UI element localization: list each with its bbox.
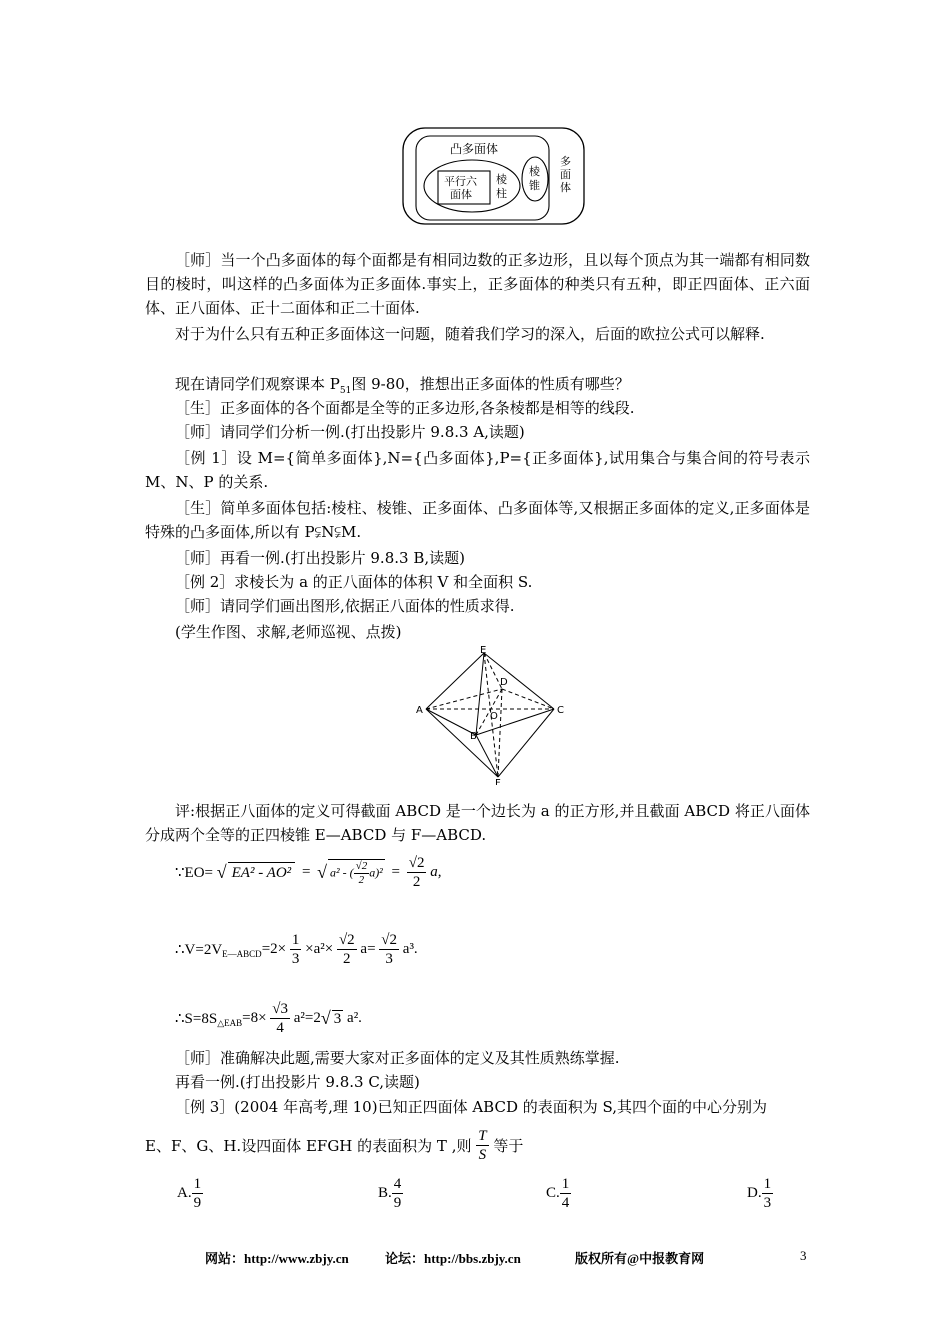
paragraph-teacher-example2: ［师］再看一例.(打出投影片 9.8.3 B,读题) xyxy=(175,549,465,567)
vertex-B-label: B xyxy=(470,731,477,742)
option-d: D. $\frac{1}{3}$ xyxy=(747,1176,772,1211)
option-b: B. $\frac{4}{9}$ xyxy=(378,1176,402,1211)
polyhedron-venn-diagram xyxy=(400,125,590,227)
footer-forum-link[interactable]: 论坛：http://bbs.zbjy.cn xyxy=(385,1251,521,1266)
octahedron-figure xyxy=(410,645,575,785)
paragraph-teacher-summary: ［师］准确解决此题,需要大家对正多面体的定义及其性质熟练掌握. xyxy=(175,1049,620,1067)
vertex-C-label: C xyxy=(557,705,564,716)
footer-copyright: 版权所有@中报教育网 xyxy=(575,1251,705,1266)
paragraph-observe-textbook: 现在请同学们观察课本 $P_{51}$图 9-80，推想出正多面体的性质有哪些？ xyxy=(175,375,630,396)
vertex-A-label: A xyxy=(416,705,423,716)
option-a: A. $\frac{1}{9}$ xyxy=(177,1176,202,1211)
parallelepiped-label-1: 平行六 xyxy=(444,175,477,188)
convex-label: 凸多面体 xyxy=(450,142,499,156)
formula-volume: $\therefore V=2V_{E—ABCD}=2\times$ $\frac{1}{3}$ ×a²× $\frac{√2}{2}$ a= $\frac{√2}{3}$ a³. xyxy=(175,932,418,967)
prism-label-2: 柱 xyxy=(496,187,507,200)
polyhedron-label-2: 面 xyxy=(560,168,571,181)
page-number: 3 xyxy=(800,1248,807,1263)
vertex-D-label: D xyxy=(500,677,508,688)
paragraph-comment: 评:根据正八面体的定义可得截面 ABCD 是一个边长为 a 的正方形,并且截面 ABCD 将正八面体分成两个全等的正四棱锥 E—ABCD 与 F—ABCD. xyxy=(145,802,810,844)
formula-eo: ∵EO= √ EA² - AO² = √ a² - ( $\frac{√2}{2}$ a)² = $\frac{√2}{2}$ a, xyxy=(175,855,442,890)
formula-surface: $\therefore S=8S_{\triangle EAB}=8\times$ $\frac{√3}{4}$ a²=2√ 3 a². xyxy=(175,1001,362,1036)
center-O-label: O xyxy=(490,711,498,722)
paragraph-example1: ［例 1］设 M={简单多面体},N={凸多面体},P={正多面体},试用集合与集合间的符号表示 M、N、P 的关系. xyxy=(145,449,810,491)
polyhedron-label-1: 多 xyxy=(560,155,571,168)
vertex-E-label: E xyxy=(480,645,487,656)
prism-label-1: 棱 xyxy=(496,173,507,186)
paragraph-regular-polyhedron-definition: ［师］当一个凸多面体的每个面都是有相同边数的正多边形，且以每个顶点为其一端都有相同数目的棱时，叫这样的凸多面体为正多面体.事实上，正多面体的种类只有五种，即正四面体、正六面体、正八面体、正十二面体和正二十面体. xyxy=(145,251,810,317)
option-c: C. $\frac{1}{4}$ xyxy=(546,1176,570,1211)
vertex-F-label: F xyxy=(495,778,501,785)
paragraph-teacher-draw: ［师］请同学们画出图形,依据正八面体的性质求得. xyxy=(175,597,515,615)
pyramid-label-1: 棱 xyxy=(529,165,540,178)
parallelepiped-label-2: 面体 xyxy=(450,188,472,201)
pyramid-label-2: 锥 xyxy=(529,179,540,192)
paragraph-student-answer: ［生］正多面体的各个面都是全等的正多边形,各条棱都是相等的线段. xyxy=(175,399,635,417)
paragraph-next-example: 再看一例.(打出投影片 9.8.3 C,读题) xyxy=(175,1073,420,1091)
polyhedron-label-3: 体 xyxy=(560,181,571,194)
paragraph-euler-formula: 对于为什么只有五种正多面体这一问题，随着我们学习的深入，后面的欧拉公式可以解释. xyxy=(175,325,765,343)
paragraph-teacher-example1: ［师］请同学们分析一例.(打出投影片 9.8.3 A,读题) xyxy=(175,423,525,441)
paragraph-example3-question: E、F、G、H.设四面体 EFGH 的表面积为 T ,则 $\frac{T}{S}$ 等于 xyxy=(145,1128,524,1163)
footer-site-link[interactable]: 网站：http://www.zbjy.cn xyxy=(205,1251,349,1266)
paragraph-student-sets: ［生］简单多面体包括:棱柱、棱锥、正多面体、凸多面体等,又根据正多面体的定义,正多面体是特殊的凸多面体,所以有 P⫋N⫋M. xyxy=(145,499,810,541)
paragraph-example3: ［例 3］(2004 年高考,理 10)已知正四面体 ABCD 的表面积为 S,其四个面的中心分别为 xyxy=(175,1098,768,1116)
paragraph-student-activity: (学生作图、求解,老师巡视、点拨) xyxy=(175,623,402,641)
paragraph-example2: ［例 2］求棱长为 a 的正八面体的体积 V 和全面积 S. xyxy=(175,573,533,591)
